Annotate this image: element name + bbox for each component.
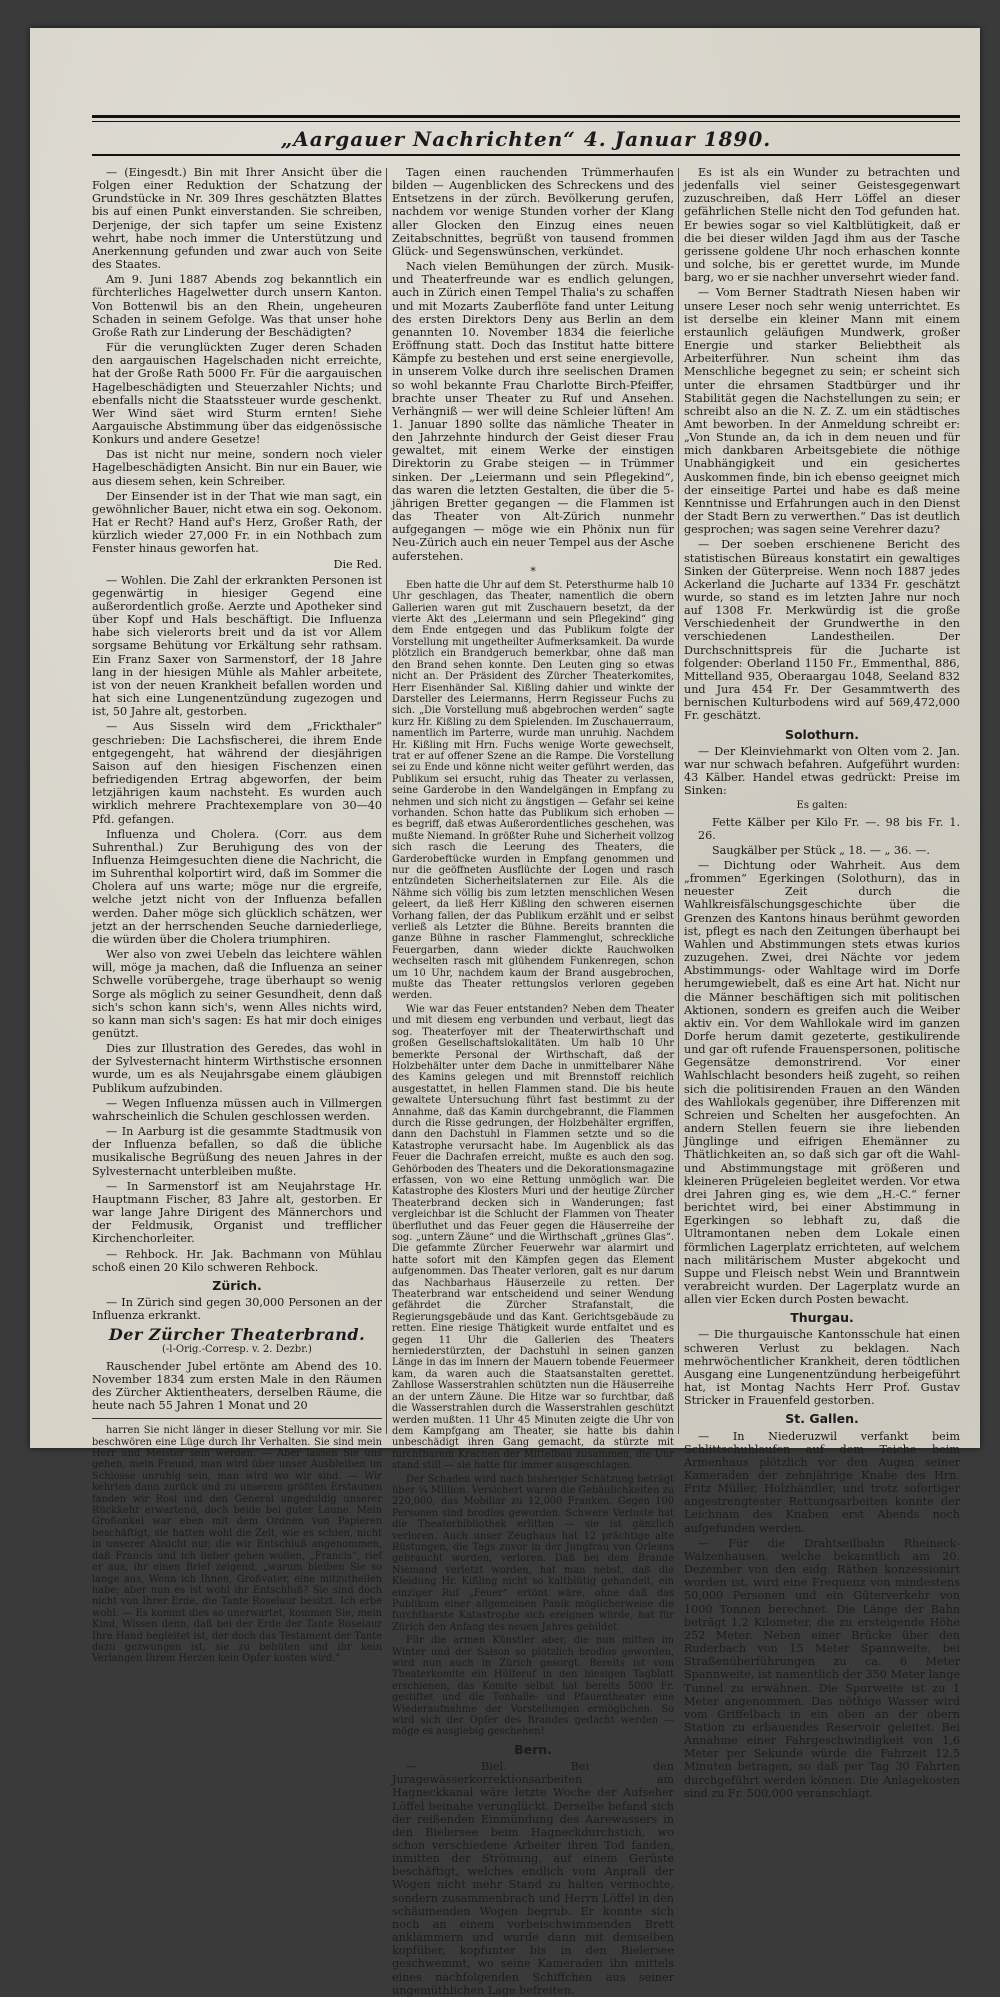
section-heading-zurich: Zürich. [212,1277,262,1293]
article-paragraph: Für die armen Künstler aber, die nun mitten im Winter und der Saison so plötzlich brodlos geworden, wird nun auch in Zürich gesorgt. Bereits ist vom Theaterkomite ein Hülferuf in den hiesigen Tagblatt erschienen, das Komite selbst hat bereits 5000 Fr. gestiftet und die Tonhalle- und Pfauentheater eine Wiederaufnahme der Vorstellungen ermöglichen. So wird sich der Opfer des Brandes gedacht werden — möge es ausgiebig geschehen! [392,1635,674,1738]
article-paragraph: Für die verunglückten Zuger deren Schaden den aargauischen Hagelschaden nicht erreichte, hat der Große Rath 5000 Fr. Für die aargauischen Hagelbeschädigten und Steuerzahler Nichts; und ebenfalls nicht die Staatssteuer wurde geschenkt. Wer Wind säet wird Sturm ernten! Siehe Aargauische Abstimmung über das eidgenössische Konkurs und andere Gesetze! [92,341,382,447]
column-1 [92,166,382,1665]
article-paragraph: Tagen einen rauchenden Trümmerhaufen bilden — Augenblicken des Schreckens und des Entsetzens in der zürch. Bevölkerung gerufen, nachdem vor wenige Stunden vorher der Klang aller Glocken den Einzug eines neuen Zeitabschnittes, begrüßt von tausend frommen Glück- und Segenswünschen, verkündet. [392,166,674,258]
newspaper-page [30,28,980,1997]
article-paragraph: — Der soeben erschienene Bericht des statistischen Büreaus konstatirt ein gewaltiges Sinken der Güterpreise. Wenn noch 1887 jedes Ackerland die Jucharte auf 1334 Fr. geschätzt wurde, so stand es im letzten Jahre nur noch auf 1308 Fr. Merkwürdig ist die große Verschiedenheit der Grundwerthe in den verschiedenen Landestheilen. Der Durchschnittspreis für die Jucharte ist folgender: Oberland 1150 Fr., Emmenthal, 886, Mittelland 935, Oberaargau 1048, Seeland 832 und Jura 454 Fr. Der Gesammtwerth des bernischen Kulturbodens wird auf 569,472,000 Fr. geschätzt. [684,538,960,723]
article-paragraph: — In Sarmenstorf ist am Neujahrstage Hr. Hauptmann Fischer, 83 Jahre alt, gestorben. Er war lange Jahre Dirigent des Männerchors und der Feldmusik, Organist und trefflicher Kirchenchorleiter. [92,1179,382,1246]
feuilleton-divider [92,1418,382,1419]
article-paragraph: Rauschender Jubel ertönte am Abend des 10. November 1834 zum ersten Male in den Räumen des Zürcher Aktientheaters, derselben Räume, die heute nach 55 Jahren 1 Monat und 20 [92,1359,382,1413]
top-rule [92,115,960,118]
article-paragraph: Am 9. Juni 1887 Abends zog bekanntlich ein fürchterliches Hagelwetter durch unsern Kanton. Von Bottenwil bis an den Rhein, ungeheuren Schaden in seinem Gefolge. Was that unser hohe Große Rath zur Linderung der Beschädigten? [92,273,382,339]
separator-asterisk: * [530,564,536,578]
article-headline: Der Zürcher Theaterbrand. [108,1325,366,1345]
price-row: Saugkälber per Stück „ 18. — „ 36. —. [712,843,930,857]
article-paragraph: Dies zur Illustration des Geredes, das wohl in der Sylvesternacht hinterm Wirthstische ersonnen wurde, um es als Neujahrsgabe einem gläubigen Publikum aufzubinden. [92,1042,382,1095]
article-paragraph: — (Eingesdt.) Bin mit Ihrer Ansicht über die Folgen einer Reduktion der Schatzung der Grundstücke in Nr. 309 Ihres geschätzten Blattes bis auf einen Punkt einverstanden. Sie schreiben, Derjenige, der sich tapfer um seine Existenz wehrt, habe noch immer die Unterstützung und Anerkennung gefunden und zwar auch von Seite des Staates. [92,166,382,272]
article-paragraph: — Aus Sisseln wird dem „Frickthaler“ geschrieben: Die Lachsfischerei, die ihrem Ende entgegengeht, hat während der diesjährigen Saison auf den hiesigen Fischenzen einen befriedigenden Ertrag abgeworfen, der beim letzjährigen kaum nachsteht. Es wurden auch wirklich mehrere Prachtexemplare von 30—40 Pfd. gefangen. [92,720,382,826]
article-paragraph: — In Niederuzwil verfankt beim Schlittschuhlaufen auf dem Teiche beim Armenhaus plötzlich vor den Augen seiner Kameraden der zehnjährige Knabe des Hrn. Fritz Müller, Holzhändler, und trotz sofortiger angestrengtester Rettungsarbeiten konnte der Leichnam des Knaben erst Abends noch aufgefunden werden. [684,1429,960,1535]
editor-signature: Die Red. [333,557,382,571]
column-3 [684,166,960,1800]
section-heading-bern: Bern. [514,1741,552,1757]
article-paragraph: — Für die Drahtseilbahn Rheineck-Walzenhausen, welche bekanntlich am 20. Dezember von den eidg. Räthen konzessionirt worden ist, wird eine Frequenz von mindestens 50,000 Personen und ein Güterverkehr von 1000 Tonnen berechnet. Die Länge der Bahn beträgt 1,2 Kilometer, die zu ersteigende Höhe 252 Meter. Neben einer Brücke über den Ruderbach von 15 Meter Spannweite, bei Straßenüberführungen zu ca. 6 Meter Spannweite, ist namentlich der 350 Meter lange Tunnel zu erwähnen. Die Spurweite ist zu 1 Meter angenommen. Das nöthige Wasser wird vom Griffelbach in ein oben an der obern Station zu erbauendes Reservoir geleitet. Bei Annahme einer Fahrgeschwindigkeit von 1,6 Meter per Sekunde würde die Fahrzeit 12,5 Minuten betragen, so daß per Tag 30 Fahrten durchgeführt werden können. Die Anlagekosten sind zu Fr. 500,000 veranschlagt. [684,1536,960,1800]
article-paragraph: — Biel. Bei den Juragewässerkorrektionsarbeiten am Hagneckkanal wäre letzte Woche der Aufseher Löffel beinahe verunglückt. Derselbe befand sich der reißenden Einmündung des Aarewassers in den Bielersee beim Hagneckdurchstich, wo schon verschiedene Arbeiter ihren Tod fanden, inmitten der Strömung, auf einem Gerüste beschäftigt, welches endlich vom Anprall der Wogen nicht mehr Stand zu halten vermochte, sondern zusammenbrach und Herrn Löffel in den schäumenden Wogen begrub. Er konnte sich noch an einem vorbeischwimmenden Brett anklammern und wurde dann mit demselben kopfüber, kopfunter bis in den Bielersee geschwemmt, wo seine Kameraden ihn mittels eines nachfolgenden Schiffchen aus seiner ungemüthlichen Lage befreiten. [392,1760,674,1997]
article-paragraph: — Vom Berner Stadtrath Niesen haben wir unsere Leser noch sehr wenig unterrichtet. Es ist derselbe ein kleiner Mann mit einem erstaunlich geläufigen Mundwerk, großer Energie und starker Beliebtheit als Arbeiterführer. Nun scheint ihm das Menschliche begegnet zu sein; er scheint sich unter die ehrsamen Stadtbürger und ihr Stabilität gegen die Nachstellungen zu sein; er schreibt also an die N. Z. Z. um ein städtisches Amt beworben. In der Anmeldung schreibt er: „Von Stunde an, da ich in dem neuen und für mich dankbaren Arbeitsgebiete die nöthige Unabhängigkeit und ein gesichertes Auskommen finde, bin ich ebenso geeignet mich der einseitige Partei und habe es daß meine Kenntnisse und Erfahrungen auch in den Dienst der Stadt Bern zu verwerthen.“ Das ist deutlich gesprochen; was sagen seine Verehrer dazu? [684,286,960,537]
feuilleton-text: harren Sie nicht länger in dieser Stellung vor mir. Sie beschwören eine Lüge durch Ihr Verhalten. Sie sind mein Herr und Meister sein werden. — Aber lassen Sie uns gehen, mein Freund, man wird über unser Ausbleiben im Schlosse unruhig sein, man wird wo wir sind. — Wir kehrten dann zurück und zu unserem größten Erstaunen fanden wir Rosi und den General ungeduldig unserer Rückkehr erwartend, doch beide bei guter Laune. Mein Großonkel war eben mit dem Ordnen von Papieren beschäftigt, sie hatten wohl die Zeit, wie es schien, nicht in unserer Absicht nur, die wir Entschluß angenommen, daß Francis und ich lieber gehen wollen, „Francis“, rief er aus, ihr einen Brief zeigend, „warum bleiben Sie so lange aus, Wenn ich Ihnen, Großvater, eine mitzutheilen habe; aber nun es ist wohl ihr Entschluß? Sie sind doch nicht von Ihrer Erde, die Tante Roselaur besitzt. Ich erbe wohl. — Es kommt dies so unerwartet, kommen Sie, mein Kind, Wissen denn, daß bei der Erde der Tante Roselaur Ihre Hand begleitet ist, der doch das Testament der Tante dazu gezwungen ist, sie zu behüten und ihr kein Verlangen Ihrem Herzen kein Opfer kosten wird.“ [92,1425,382,1665]
top-rule-thin [92,121,960,122]
article-paragraph: Wie war das Feuer entstanden? Neben dem Theater und mit diesem eng verbunden und verbaut, liegt das sog. Theaterfoyer mit der Theaterwirthschaft und großen Gesellschaftslokalitäten. Um halb 10 Uhr bemerkte Personal der Wirthschaft, daß der Holzbehälter unter dem Dache in unmittelbarer Nähe des Kamins gelegen und mit Brennstoff reichlich ausgestattet, in hellen Flammen stand. Die bis heute gewaltete Untersuchung führt fast bestimmt zu der Annahme, daß das Kamin durchgebrannt, die Flammen durch die Risse gedrungen, der Holzbehälter ergriffen, dann den Dachstuhl in Flammen setzte und so die Katastrophe verursacht habe. Im Augenblick als das Feuer die Dachrafen erreicht, mußte es auch den sog. Gehörboden des Theaters und die Dekorationsmagazine erfassen, von wo eine Rettung unmöglich war. Die Katastrophe des Klosters Muri und der heutige Zürcher Theaterbrand decken sich in Wanderungen; fast vergleichbar ist die Schlucht der Flammen von Theater überfluthet und das Feuer gegen die Häuserreihe der sog. „untern Zäune“ und die Wirthschaft „grünes Glas“. Die gefammte Zürcher Feuerwehr war alarmirt und hatte sofort mit den Kämpfen gegen das Element aufgenommen. Das Theater verloren, galt es nur darum das Nachbarhaus Häuserzeile zu retten. Der Theaterbrand war entscheidend und seiner Wendung gefährdet die Zürcher Strafanstalt, die Regierungsgebäude und das Kant. Gerichtsgebäude zu retten. Eine riesige Thätigkeit wurde entfaltet und es gegen 11 Uhr die Gallerien des Theaters herniederstürzten, der Dachstuhl in seinen ganzen Länge in das im Innern der Mauern tobende Feuermeer kam, da waren auch die Staatsanstalten gerettet. Zahllose Wasserstrahlen schützten nun die Häuserreihe an der untern Zäune. Die Hitze war so furchtbar, daß die Wasserstrahlen durch die Wasserstrahlen geschützt werden mußten. 11 Uhr 45 Minuten zeigte die Uhr von dem Kampfgang am Theater, sie hatte bis dahin unbeschädigt ihren Gang gemacht, da stürzte mit furchtbarem Krachen der Mittelbau zusammen, die Uhr stand still — sie hatte für immer ausgeschlagen. [392,1003,674,1472]
article-paragraph: — Wegen Influenza müssen auch in Villmergen wahrscheinlich die Schulen geschlossen werden. [92,1096,382,1123]
article-paragraph: Influenza und Cholera. (Corr. aus dem Suhrenthal.) Zur Beruhigung des von der Influenza Heimgesuchten diene die Nachricht, die im Suhrenthal kolportirt wird, daß im Sommer die Cholera auf uns warte; möge nur die ergreife, welche jetzt nicht von der Influenza befallen werden. Daher möge sich glücklich schätzen, wer jetzt an der herrschenden Seuche darniederliege, die würden über die Cholera triumphiren. [92,827,382,946]
article-paragraph: Der Einsender ist in der That wie man sagt, ein gewöhnlicher Bauer, nicht etwa ein sog. Oekonom. Hat er Recht? Hand auf's Herz, Großer Rath, der kürzlich wieder 27,000 Fr. in ein Nothbach zum Fenster hinaus geworfen hat. [92,489,382,556]
price-intro: Es galten: [796,800,848,812]
article-paragraph: — In Zürich sind gegen 30,000 Personen an der Influenza erkrankt. [92,1295,382,1323]
section-heading-st-gallen: St. Gallen. [785,1411,859,1427]
article-paragraph: Wer also von zwei Uebeln das leichtere wählen will, möge ja machen, daß die Influenza an seiner Schwelle vorübergehe, trage überhaupt so wenig Sorge als möglich zu seiner Gesundheit, denn daß sich's schon kann sich's, wenn Alles nichts wird, so kann man sich's sagen: Es hat mir doch einiges genützt. [92,948,382,1040]
article-paragraph: — In Aarburg ist die gesammte Stadtmusik von der Influenza befallen, so daß die übliche musikalische Begrüßung des neuen Jahres in der Sylvesternacht unterbleiben mußte. [92,1125,382,1178]
section-heading-thurgau: Thurgau. [790,1310,854,1326]
article-paragraph: Nach vielen Bemühungen der zürch. Musik- und Theaterfreunde war es endlich gelungen, auch in Zürich einen Tempel Thalia's zu schaffen und mit Mozarts Zauberflöte fand unter Leitung des ersten Direktors Deny aus Berlin an dem genannten 10. November 1834 die feierliche Eröffnung statt. Doch das Institut hatte bittere Kämpfe zu bestehen und erst seine energievolle, in unserem Volke durch ihre seelischen Dramen so wohl bekannte Frau Charlotte Birch-Pfeiffer, brachte unser Theater zu Ruf und Ansehen. Verhängniß — wer will deine Schleier lüften! Am 1. Januar 1890 sollte das nämliche Theater in den Jahrzehnte hindurch der Geist dieser Frau gewaltet, mit einem Werke der einstigen Direktorin zu Grabe steigen — in Trümmer sinken. Der „Leiermann und sein Pflegekind“, das waren die letzten Gestalten, die über die 5-jährigen Bretter gegangen — die Flammen ist das Theater von Alt-Zürich nunmehr aufgegangen — möge wie ein Phönix nun für Neu-Zürich auch ein neuer Tempel aus der Asche auferstehen. [392,260,674,563]
masthead: „Aargauer Nachrichten“ 4. Januar 1890. [280,127,772,151]
article-paragraph: Eben hatte die Uhr auf dem St. Petersthurme halb 10 Uhr geschlagen, das Theater, namentlich die obern Gallerien waren gut mit Zuschauern besetzt, da der vierte Akt des „Leiermann und sein Pflegekind“ ging dem Ende entgegen und das Publikum folgte der Vorstellung mit ungetheilter Aufmerksamkeit. Da wurde plötzlich ein Brandgeruch bemerkbar, ohne daß man den Brand sehen konnte. Den Leuten ging so etwas nicht an. Der Präsident des Zürcher Theaterkomites, Herr Eisenhänder Sal. Kißling dahier und winkte der Darsteller des Leiermanns, Herrn Regisseur Fuchs zu sich. „Die Vorstellung muß abgebrochen werden“ sagte kurz Hr. Kißling zu dem Spielenden. Im Zuschauerraum, namentlich im Parterre, wurde man unruhig. Nachdem Hr. Kißling mit Hrn. Fuchs wenige Worte gewechselt, trat er auf offener Szene an die Rampe. Die Vorstellung sei zu Ende und könne nicht weiter geführt werden, das Publikum sei ersucht, ruhig das Theater zu verlassen, seine Garderobe in den Wandelgängen in Empfang zu nehmen und sich nicht zu ängstigen — Gefahr sei keine vorhanden. Schon hatte das Publikum sich erhoben — es begriff, daß etwas Außerordentliches geschehen, was mußte Niemand. In größter Ruhe und Sicherheit vollzog sich rasch die Leerung des Theaters, die Garderobeftücke wurden in Empfang genommen und nur die geöffneten Ausflüchte der Logen und rasch entzündeten Sicherheitslaternen zur Eile. Als die Nähme sich völlig bis zum letzten menschlichen Wesen geleert, da ließ Herr Kißling den schweren eisernen Vorhang fallen, der das Publikum erzählt und er selbst verließ als Letzter die Bühne. Bereits brannten die ganze Bühne in rascher Flammenglut, schreckliche Feuergarben, dann wieder dickte Rauchwolken wechselten rasch mit glühendem Funkenregen, schon um 10 Uhr, nachdem kaum der Brand ausgebrochen, mußte das Theater rettungslos verloren gegeben werden. [392,579,674,1002]
article-paragraph: Das ist nicht nur meine, sondern noch vieler Hagelbeschädigten Ansicht. Bin nur ein Bauer, wie aus diesem sehen, kein Schreiber. [92,448,382,488]
column-2 [392,166,674,1997]
article-paragraph: — Der Kleinviehmarkt von Olten vom 2. Jan. war nur schwach befahren. Aufgeführt wurden: 43 Kälber. Handel etwas gedrückt: Preise im Sinken: [684,744,960,798]
article-paragraph: — Rehbock. Hr. Jak. Bachmann von Mühlau schoß einen 20 Kilo schweren Rehbock. [92,1247,382,1274]
article-paragraph: — Dichtung oder Wahrheit. Aus dem „frommen“ Egerkingen (Solothurn), das in neuester Zeit durch die Wahlkreisfälschungsgeschichte über die Grenzen des Kantons hinaus berühmt geworden ist, pflegt es nach den Zeitungen überhaupt bei Wahlen und Abstimmungen stets etwas kurios zuzugehen. Zwei, drei Nächte vor jedem Abstimmungs- oder Wahltage wird im Dorfe herumgewiebelt, daß es eine Art hat. Nicht nur die Männer beschäftigen sich mit politischen Aktionen, sondern es greifen auch die Weiber aktiv ein. Vor dem Wahllokale wird im ganzen Dorfe herum damit gezeterte, gestikulirende und gar oft rufende Frauenspersonen, politische Gegensätze demonstrirend. Vor einer Wahlschlacht besonders heiß zugeht, so reihen sich die politisirenden Frauen an den Wänden des Wahllokals gegenüber, ihre Differenzen mit Schreien und Schelten her ausgefochten. An andern Stellen feuern sie ihre liebenden Jünglinge und eifrigen Ehemänner zu Thätlichkeiten an, so daß sich gar oft die Wahl- und Abstimmungstage mit größeren und kleineren Prügeleien begleitet werden. Vor etwa drei Jahren ging es, wie dem „H.-C.“ ferner berichtet wird, bei einer Abstimmung in Egerkingen so lebhaft zu, daß die Ultramontanen neben dem Lokale einen förmlichen Lagerplatz errichteten, auf welchem nach militärischem Muster abgekocht und Suppe und Fleisch nebst Wein und Branntwein verabreicht wurden. Der Lagerplatz wurde an allen vier Ecken durch Posten bewacht. [684,858,960,1307]
column-divider [386,168,387,1434]
column-divider [678,168,679,1434]
article-paragraph: — Wohlen. Die Zahl der erkrankten Personen ist gegenwärtig in hiesiger Gegend eine außerordentlich große. Aerzte und Apotheker sind über Kopf und Hals beschäftigt. Die Influenza habe sich vielerorts breit und da ist vor Allem sorgsame Behütung vor Erkältung sehr rathsam. Ein Franz Saxer von Sarmenstorf, der 18 Jahre lang in der hiesigen Mühle als Mahler arbeitete, ist von der neuen Krankheit befallen worden und hat sich eine Lungenentzündung zugezogen und ist, 50 Jahre alt, gestorben. [92,573,382,719]
article-paragraph: Es ist als ein Wunder zu betrachten und jedenfalls viel seiner Geistesgegenwart zuzuschreiben, daß Herr Löffel an dieser gefährlichen Stelle nicht den Tod gefunden hat. Er bewies sogar so viel Kaltblütigkeit, daß er die bei dieser wilden Jagd ihm aus der Tasche gerissene goldene Uhr noch erhaschen konnte und solche, bis er gerettet wurde, im Munde barg, wo er sie nachher unversehrt wieder fand. [684,166,960,285]
correspondent-line: (-l-Orig.-Corresp. v. 2. Dezbr.) [162,1344,312,1356]
price-row: Fette Kälber per Kilo Fr. —. 98 bis Fr. 1. 26. [698,815,960,842]
article-paragraph: — Die thurgauische Kantonsschule hat einen schweren Verlust zu beklagen. Nach mehrwöchentlicher Krankheit, deren tödtlichen Ausgang eine Lungenentzündung herbeigeführt hat, ist Montag Nachts Herr Prof. Gustav Stricker in Frauenfeld gestorben. [684,1328,960,1408]
article-paragraph: Der Schaden wird nach bisheriger Schätzung beträgt über ¼ Million. Versichert waren die Gebäulichkeiten zu 220,000, das Mobiliar zu 12,000 Franken. Gegen 100 Personen sind brodlos geworden. Schwere Verluste hat die Theaterbibliothek erlitten — sie ist gänzlich verloren. Auch unser Zeughaus hat 12 prächtige alte Rüstungen, die Tags zuvor in der Jungfrau von Orleans gebraucht worden, verloren. Daß bei dem Brande Niemand verletzt worden, hat man nebst, daß die Kleidung Hr. Kißling nicht so kaltblütig gehandelt, ein einziger Ruf „Feuer“ ertönt wäre, ohne daß das Publikum einer allgemeinen Panik möglicherweise die furchtbarste Katastrophe sich ereignen würde, hat für Zürich den Anfang des neuen Jahres gebildet. [392,1473,674,1633]
section-heading-solothurn: Solothurn. [784,726,860,742]
masthead-rule [92,154,960,156]
